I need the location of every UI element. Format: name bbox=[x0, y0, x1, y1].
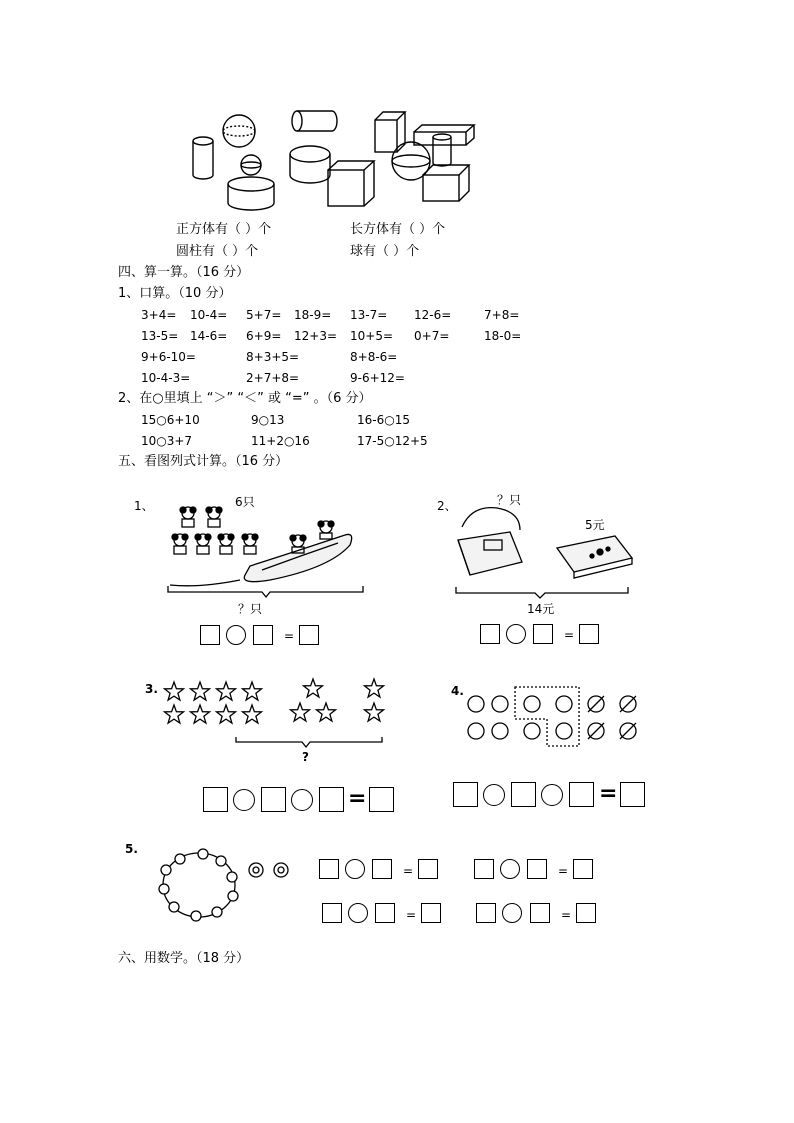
answer-box[interactable] bbox=[322, 903, 342, 923]
calc-item: 14-6= bbox=[190, 329, 228, 343]
calc-item: 6+9= bbox=[246, 329, 282, 343]
equals-sign: = bbox=[348, 786, 367, 811]
compare-item: 16-6○15 bbox=[357, 413, 410, 427]
calc-item: 10+5= bbox=[350, 329, 394, 343]
operator-circle[interactable] bbox=[348, 903, 368, 923]
problem2-top-label: ？只 bbox=[497, 493, 522, 507]
answer-box[interactable] bbox=[476, 903, 496, 923]
problem3-question-mark: ? bbox=[302, 750, 309, 764]
bead-icon bbox=[274, 863, 288, 877]
equals-sign: = bbox=[558, 864, 569, 878]
cuboid-count-question: 长方体有（ ）个 bbox=[350, 222, 446, 237]
section5-title: 五、看图列式计算。（16 分） bbox=[118, 454, 289, 469]
compare-item: 17-5○12+5 bbox=[357, 434, 428, 448]
section4-title: 四、算一算。（16 分） bbox=[118, 265, 250, 280]
operator-circle[interactable] bbox=[500, 859, 520, 879]
compare-item: 9○13 bbox=[251, 413, 285, 427]
calc-item: 10-4= bbox=[190, 308, 228, 322]
calc-item: 13-7= bbox=[350, 308, 388, 322]
equals-sign: = bbox=[599, 781, 618, 806]
answer-box[interactable] bbox=[421, 903, 441, 923]
calc-item: 2+7+8= bbox=[246, 371, 300, 385]
calc-item: 13-5= bbox=[141, 329, 179, 343]
problem5-number: 5. bbox=[125, 842, 138, 856]
problem1-number: 1、 bbox=[134, 499, 154, 513]
sphere-count-question: 球有（ ）个 bbox=[350, 244, 420, 259]
calc-item: 0+7= bbox=[414, 329, 450, 343]
equals-sign: = bbox=[406, 908, 417, 922]
calc-item: 10-4-3= bbox=[141, 371, 191, 385]
answer-box[interactable] bbox=[530, 903, 550, 923]
answer-box[interactable] bbox=[527, 859, 547, 879]
problem1-bottom-label: ？只 bbox=[238, 602, 263, 616]
cube-count-question: 正方体有（ ）个 bbox=[176, 222, 272, 237]
calc-item: 12+3= bbox=[294, 329, 338, 343]
equals-sign: = bbox=[284, 629, 295, 643]
problem2-price-label: 5元 bbox=[585, 518, 605, 532]
cylinder-count-question: 圆柱有（ ）个 bbox=[176, 244, 259, 259]
calc-item: 12-6= bbox=[414, 308, 452, 322]
answer-box[interactable] bbox=[474, 859, 494, 879]
answer-box[interactable] bbox=[319, 859, 339, 879]
equals-sign: = bbox=[403, 864, 414, 878]
problem4-number: 4. bbox=[451, 684, 464, 698]
problem1-top-label: 6只 bbox=[235, 495, 255, 509]
calc-item: 5+7= bbox=[246, 308, 282, 322]
answer-box[interactable] bbox=[375, 903, 395, 923]
compare-item: 15○6+10 bbox=[141, 413, 200, 427]
calc-item: 18-9= bbox=[294, 308, 332, 322]
bead-icon bbox=[249, 863, 263, 877]
calc-item: 9-6+12= bbox=[350, 371, 405, 385]
calc-item: 9+6-10= bbox=[141, 350, 196, 364]
calc-item: 3+4= bbox=[141, 308, 177, 322]
equals-sign: = bbox=[561, 908, 572, 922]
operator-circle[interactable] bbox=[345, 859, 365, 879]
section4-part2-title: 2、在○里填上 “＞” “＜” 或 “=” 。（6 分） bbox=[118, 391, 372, 406]
calc-item: 8+3+5= bbox=[246, 350, 300, 364]
problem2-bottom-label: 14元 bbox=[527, 602, 555, 616]
compare-item: 11+2○16 bbox=[251, 434, 310, 448]
answer-box[interactable] bbox=[372, 859, 392, 879]
calc-item: 18-0= bbox=[484, 329, 522, 343]
calc-item: 7+8= bbox=[484, 308, 520, 322]
operator-circle[interactable] bbox=[502, 903, 522, 923]
answer-box[interactable] bbox=[576, 903, 596, 923]
equals-sign: = bbox=[564, 628, 575, 642]
answer-box[interactable] bbox=[418, 859, 438, 879]
problem2-number: 2、 bbox=[437, 499, 457, 513]
compare-item: 10○3+7 bbox=[141, 434, 193, 448]
answer-box[interactable] bbox=[573, 859, 593, 879]
section4-part1-title: 1、口算。（10 分） bbox=[118, 286, 232, 301]
section6-title: 六、用数学。（18 分） bbox=[118, 951, 250, 966]
problem3-number: 3. bbox=[145, 682, 158, 696]
calc-item: 8+8-6= bbox=[350, 350, 398, 364]
